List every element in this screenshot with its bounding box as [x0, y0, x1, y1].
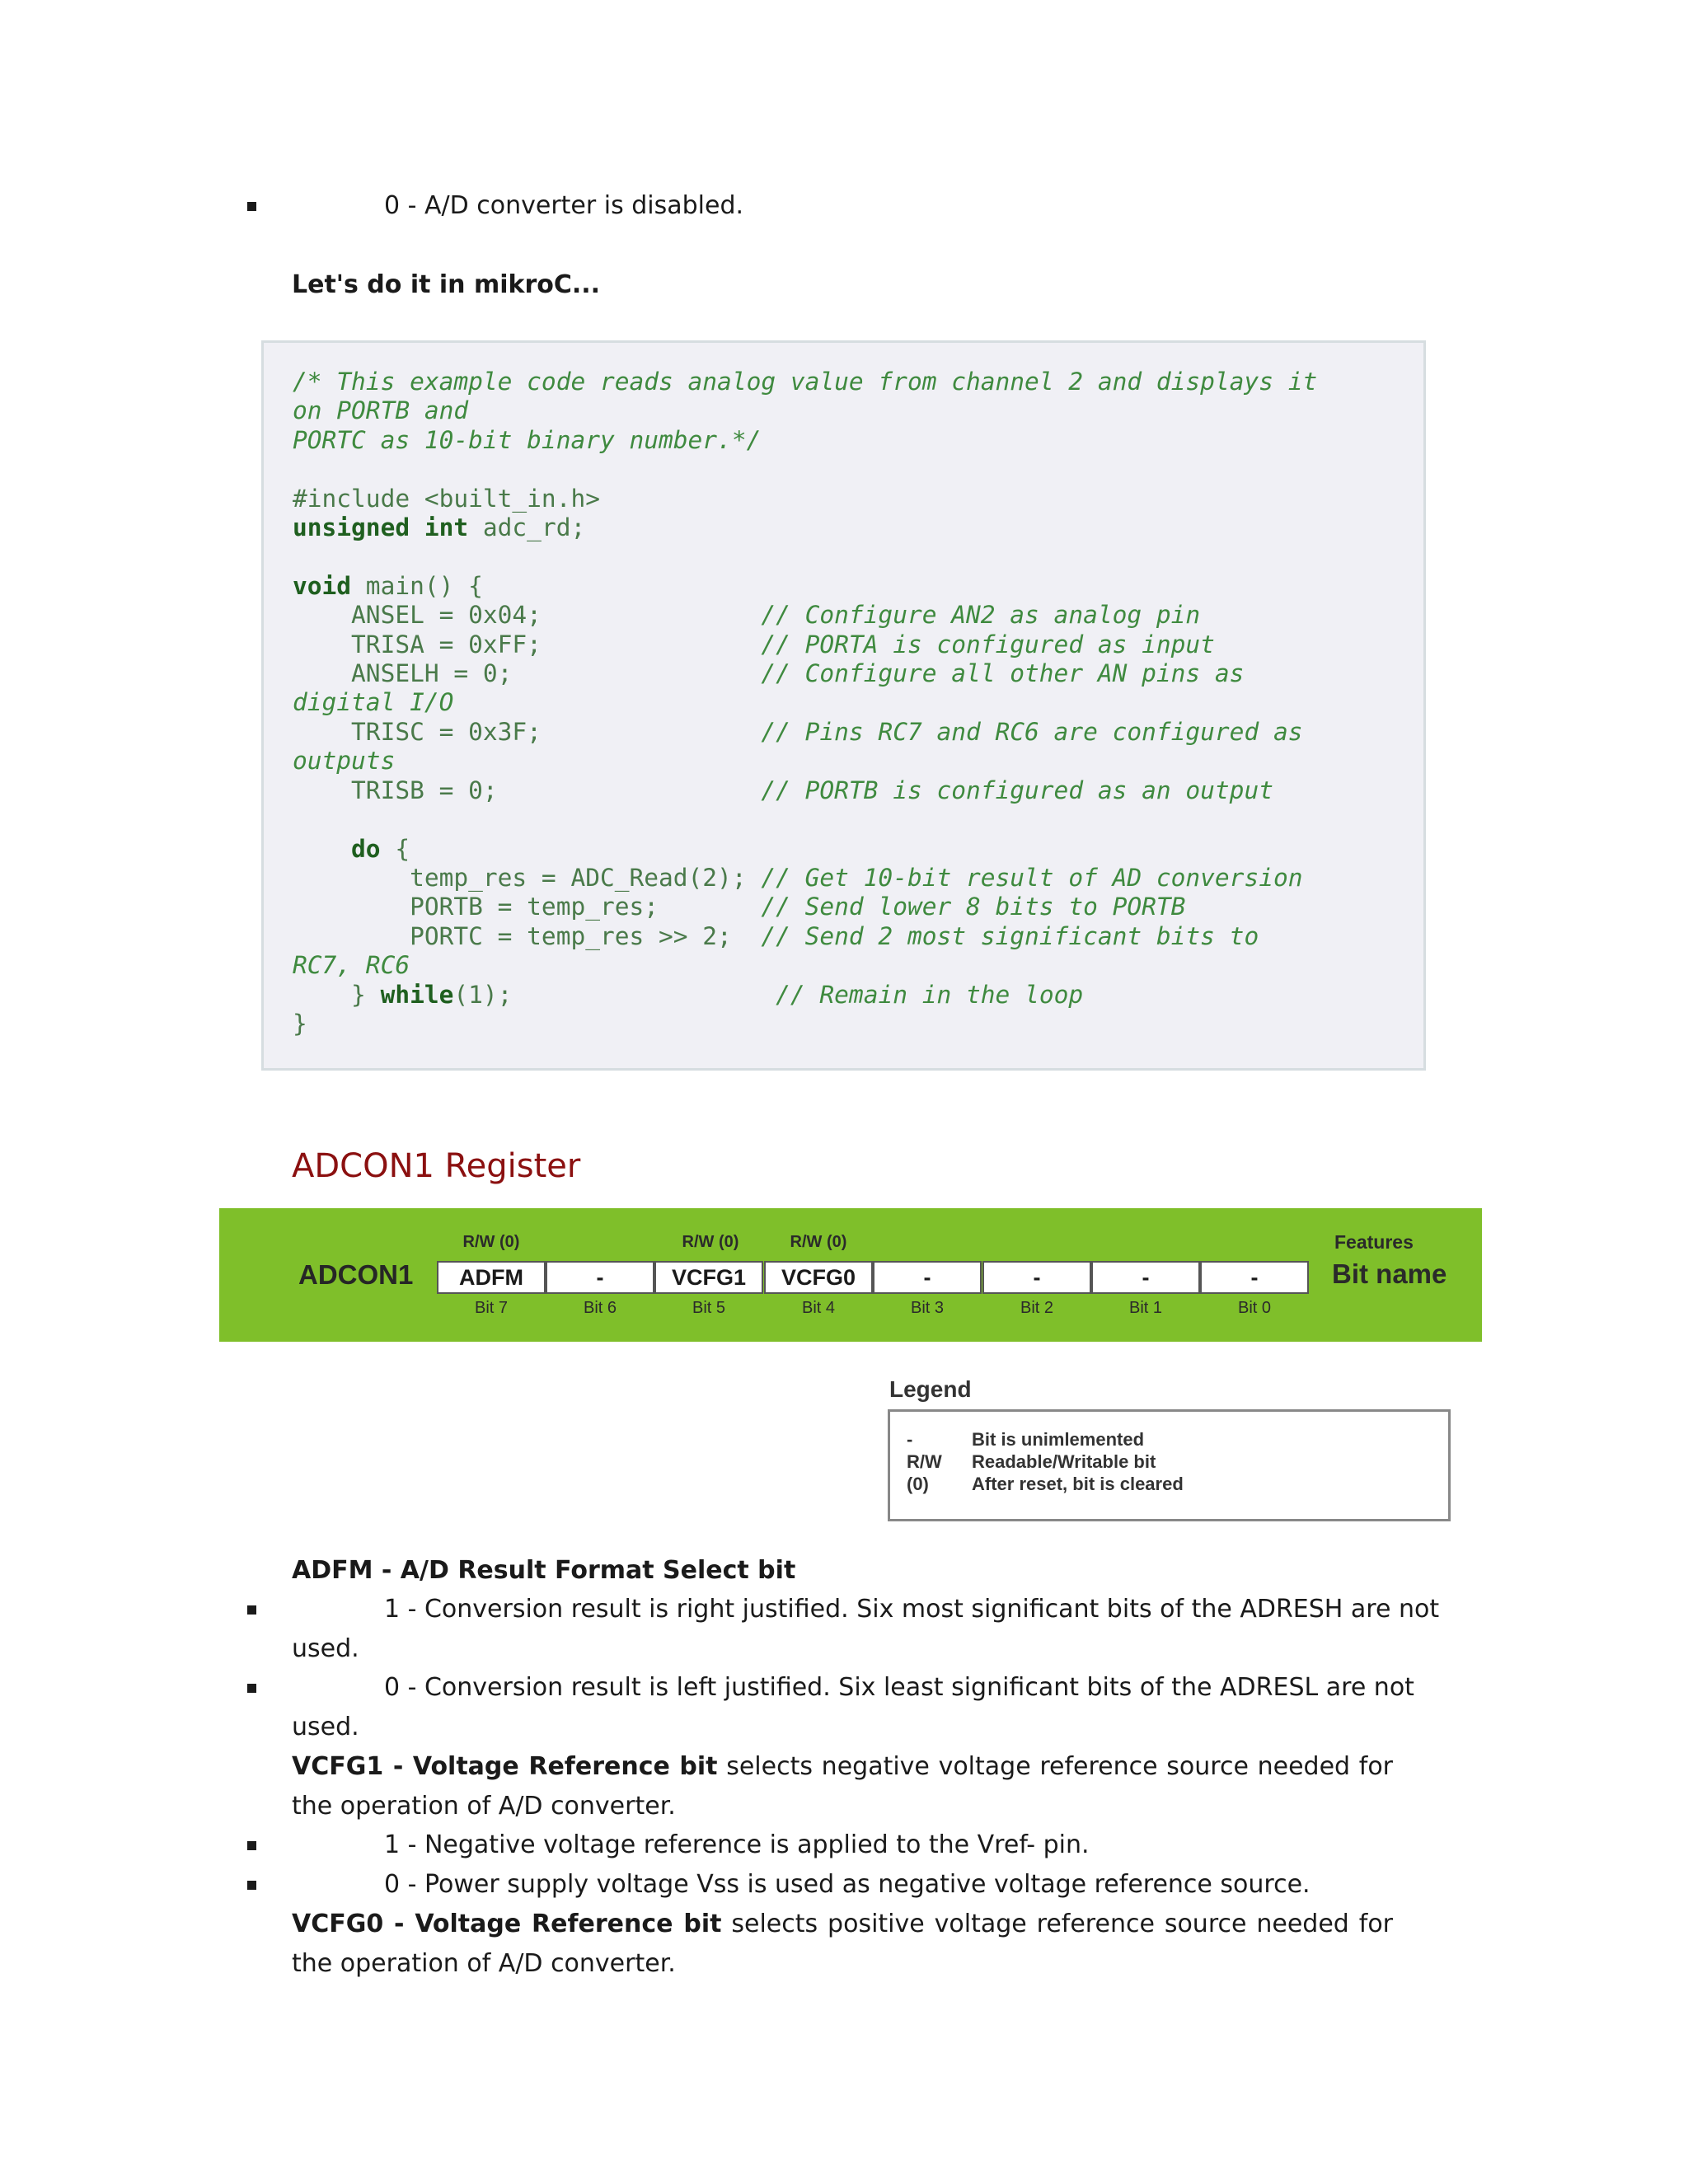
code-comment: // PORTB is configured as an output — [761, 776, 1273, 804]
code-text: ANSELH = 0; — [293, 659, 762, 688]
code-comment: // Send 2 most significant bits to — [761, 921, 1259, 950]
legend-symbol: (0) — [907, 1474, 929, 1494]
vcfg0-description: selects positive voltage reference source needed for the operation of A/D converter. — [292, 1910, 1394, 1978]
bit7-cell: ADFM — [437, 1261, 546, 1294]
bit5-access: R/W (0) — [682, 1233, 739, 1251]
code-text: TRISA = 0xFF; — [293, 630, 762, 658]
legend-symbol: - — [907, 1429, 913, 1450]
legend-title: Legend — [889, 1376, 972, 1402]
bullet-marker — [247, 1881, 256, 1890]
code-text: main() { — [351, 571, 483, 600]
vcfg1-paragraph — [292, 1747, 1393, 1826]
bit1-cell: - — [1091, 1261, 1200, 1294]
bit7-access: R/W (0) — [462, 1233, 520, 1251]
legend-description: After reset, bit is cleared — [972, 1474, 1184, 1494]
code-comment: // Configure all other AN pins as — [761, 659, 1245, 688]
vcfg1-description: selects negative voltage reference source needed for the operation of A/D converter. — [292, 1752, 1394, 1821]
adfm-item-left-justified: 0 - Conversion result is left justified. Six least significant bits of the ADRESL are not — [384, 1673, 1414, 1702]
list-item-ad-disabled: 0 - A/D converter is disabled. — [384, 191, 744, 220]
code-text: } — [293, 980, 381, 1009]
adfm-item-right-justified-cont: used. — [292, 1634, 359, 1663]
code-comment: // Pins RC7 and RC6 are configured as — [761, 717, 1303, 746]
code-listing — [293, 368, 1317, 1038]
legend-symbol: R/W — [907, 1451, 942, 1472]
bullet-marker — [247, 1605, 256, 1615]
vcfg1-item-1: 1 - Negative voltage reference is applied to the Vref- pin. — [384, 1830, 1090, 1859]
code-comment: PORTC as 10-bit binary number.*/ — [293, 425, 762, 454]
code-text: PORTB = temp_res; — [293, 893, 762, 921]
bit2-cell: - — [982, 1261, 1091, 1294]
register-name: ADCON1 — [298, 1259, 414, 1290]
code-text: adc_rd; — [468, 513, 586, 542]
code-comment: /* This example code reads analog value from channel 2 and displays it — [293, 368, 1318, 396]
bit4-cell: VCFG0 — [764, 1261, 873, 1294]
bullet-marker — [247, 1841, 256, 1850]
bit5-cell: VCFG1 — [654, 1261, 763, 1294]
code-text: { — [380, 834, 410, 863]
vcfg0-heading: VCFG0 - Voltage Reference bit — [292, 1910, 722, 1938]
code-comment: // Configure AN2 as analog pin — [761, 601, 1201, 630]
adfm-item-right-justified: 1 - Conversion result is right justified. Six most significant bits of the ADRESH are not — [384, 1595, 1440, 1624]
bit3-label: Bit 3 — [910, 1299, 945, 1317]
code-text: ANSEL = 0x04; — [293, 601, 762, 630]
bit1-label: Bit 1 — [1128, 1299, 1163, 1317]
vcfg1-item-0: 0 - Power supply voltage Vss is used as negative voltage reference source. — [384, 1870, 1311, 1899]
code-text: TRISB = 0; — [293, 776, 762, 804]
code-text: TRISC = 0x3F; — [293, 717, 762, 746]
bullet-marker — [247, 1684, 256, 1693]
bit4-access: R/W (0) — [790, 1233, 847, 1251]
bit6-label: Bit 6 — [583, 1299, 617, 1317]
bit3-cell: - — [873, 1261, 982, 1294]
legend-box — [888, 1409, 1451, 1521]
code-comment: // Send lower 8 bits to PORTB — [761, 893, 1186, 921]
code-text: PORTC = temp_res >> 2; — [293, 921, 762, 950]
bit2-label: Bit 2 — [1020, 1299, 1054, 1317]
adfm-item-left-justified-cont: used. — [292, 1713, 359, 1741]
code-comment: // Get 10-bit result of AD conversion — [761, 863, 1303, 892]
bit6-cell: - — [546, 1261, 654, 1294]
adfm-heading: ADFM - A/D Result Format Select bit — [292, 1556, 796, 1585]
vcfg1-heading: VCFG1 - Voltage Reference bit — [292, 1752, 718, 1781]
mikroc-heading: Let's do it in mikroC... — [292, 270, 601, 299]
code-block — [261, 340, 1426, 1071]
code-keyword: do — [351, 834, 381, 863]
code-comment: RC7, RC6 — [293, 951, 410, 980]
bit7-label: Bit 7 — [474, 1299, 509, 1317]
code-keyword: while — [380, 980, 454, 1009]
code-comment: on PORTB and — [293, 396, 469, 425]
code-include: #include <built_in.h> — [293, 484, 600, 513]
code-text: temp_res = ADC_Read(2); — [293, 863, 762, 892]
code-comment: digital I/O — [293, 688, 454, 717]
register-diagram — [219, 1208, 1482, 1342]
vcfg0-paragraph — [292, 1905, 1393, 1984]
code-keyword: void — [293, 571, 352, 600]
code-comment: // PORTA is configured as input — [761, 630, 1215, 658]
code-text: (1); — [453, 980, 776, 1009]
code-keyword: unsigned int — [293, 513, 469, 542]
legend-description: Readable/Writable bit — [972, 1451, 1156, 1472]
legend-description: Bit is unimlemented — [972, 1429, 1145, 1450]
features-label: Features — [1334, 1231, 1414, 1253]
bit4-label: Bit 4 — [801, 1299, 836, 1317]
bit5-label: Bit 5 — [692, 1299, 726, 1317]
bit0-cell: - — [1200, 1261, 1309, 1294]
section-title-adcon1: ADCON1 Register — [292, 1147, 581, 1185]
code-comment: outputs — [293, 747, 396, 776]
bit-name-label: Bit name — [1332, 1258, 1447, 1289]
bullet-marker — [247, 202, 256, 211]
bit0-label: Bit 0 — [1237, 1299, 1272, 1317]
code-text: } — [293, 1009, 307, 1038]
code-comment: // Remain in the loop — [776, 980, 1084, 1009]
